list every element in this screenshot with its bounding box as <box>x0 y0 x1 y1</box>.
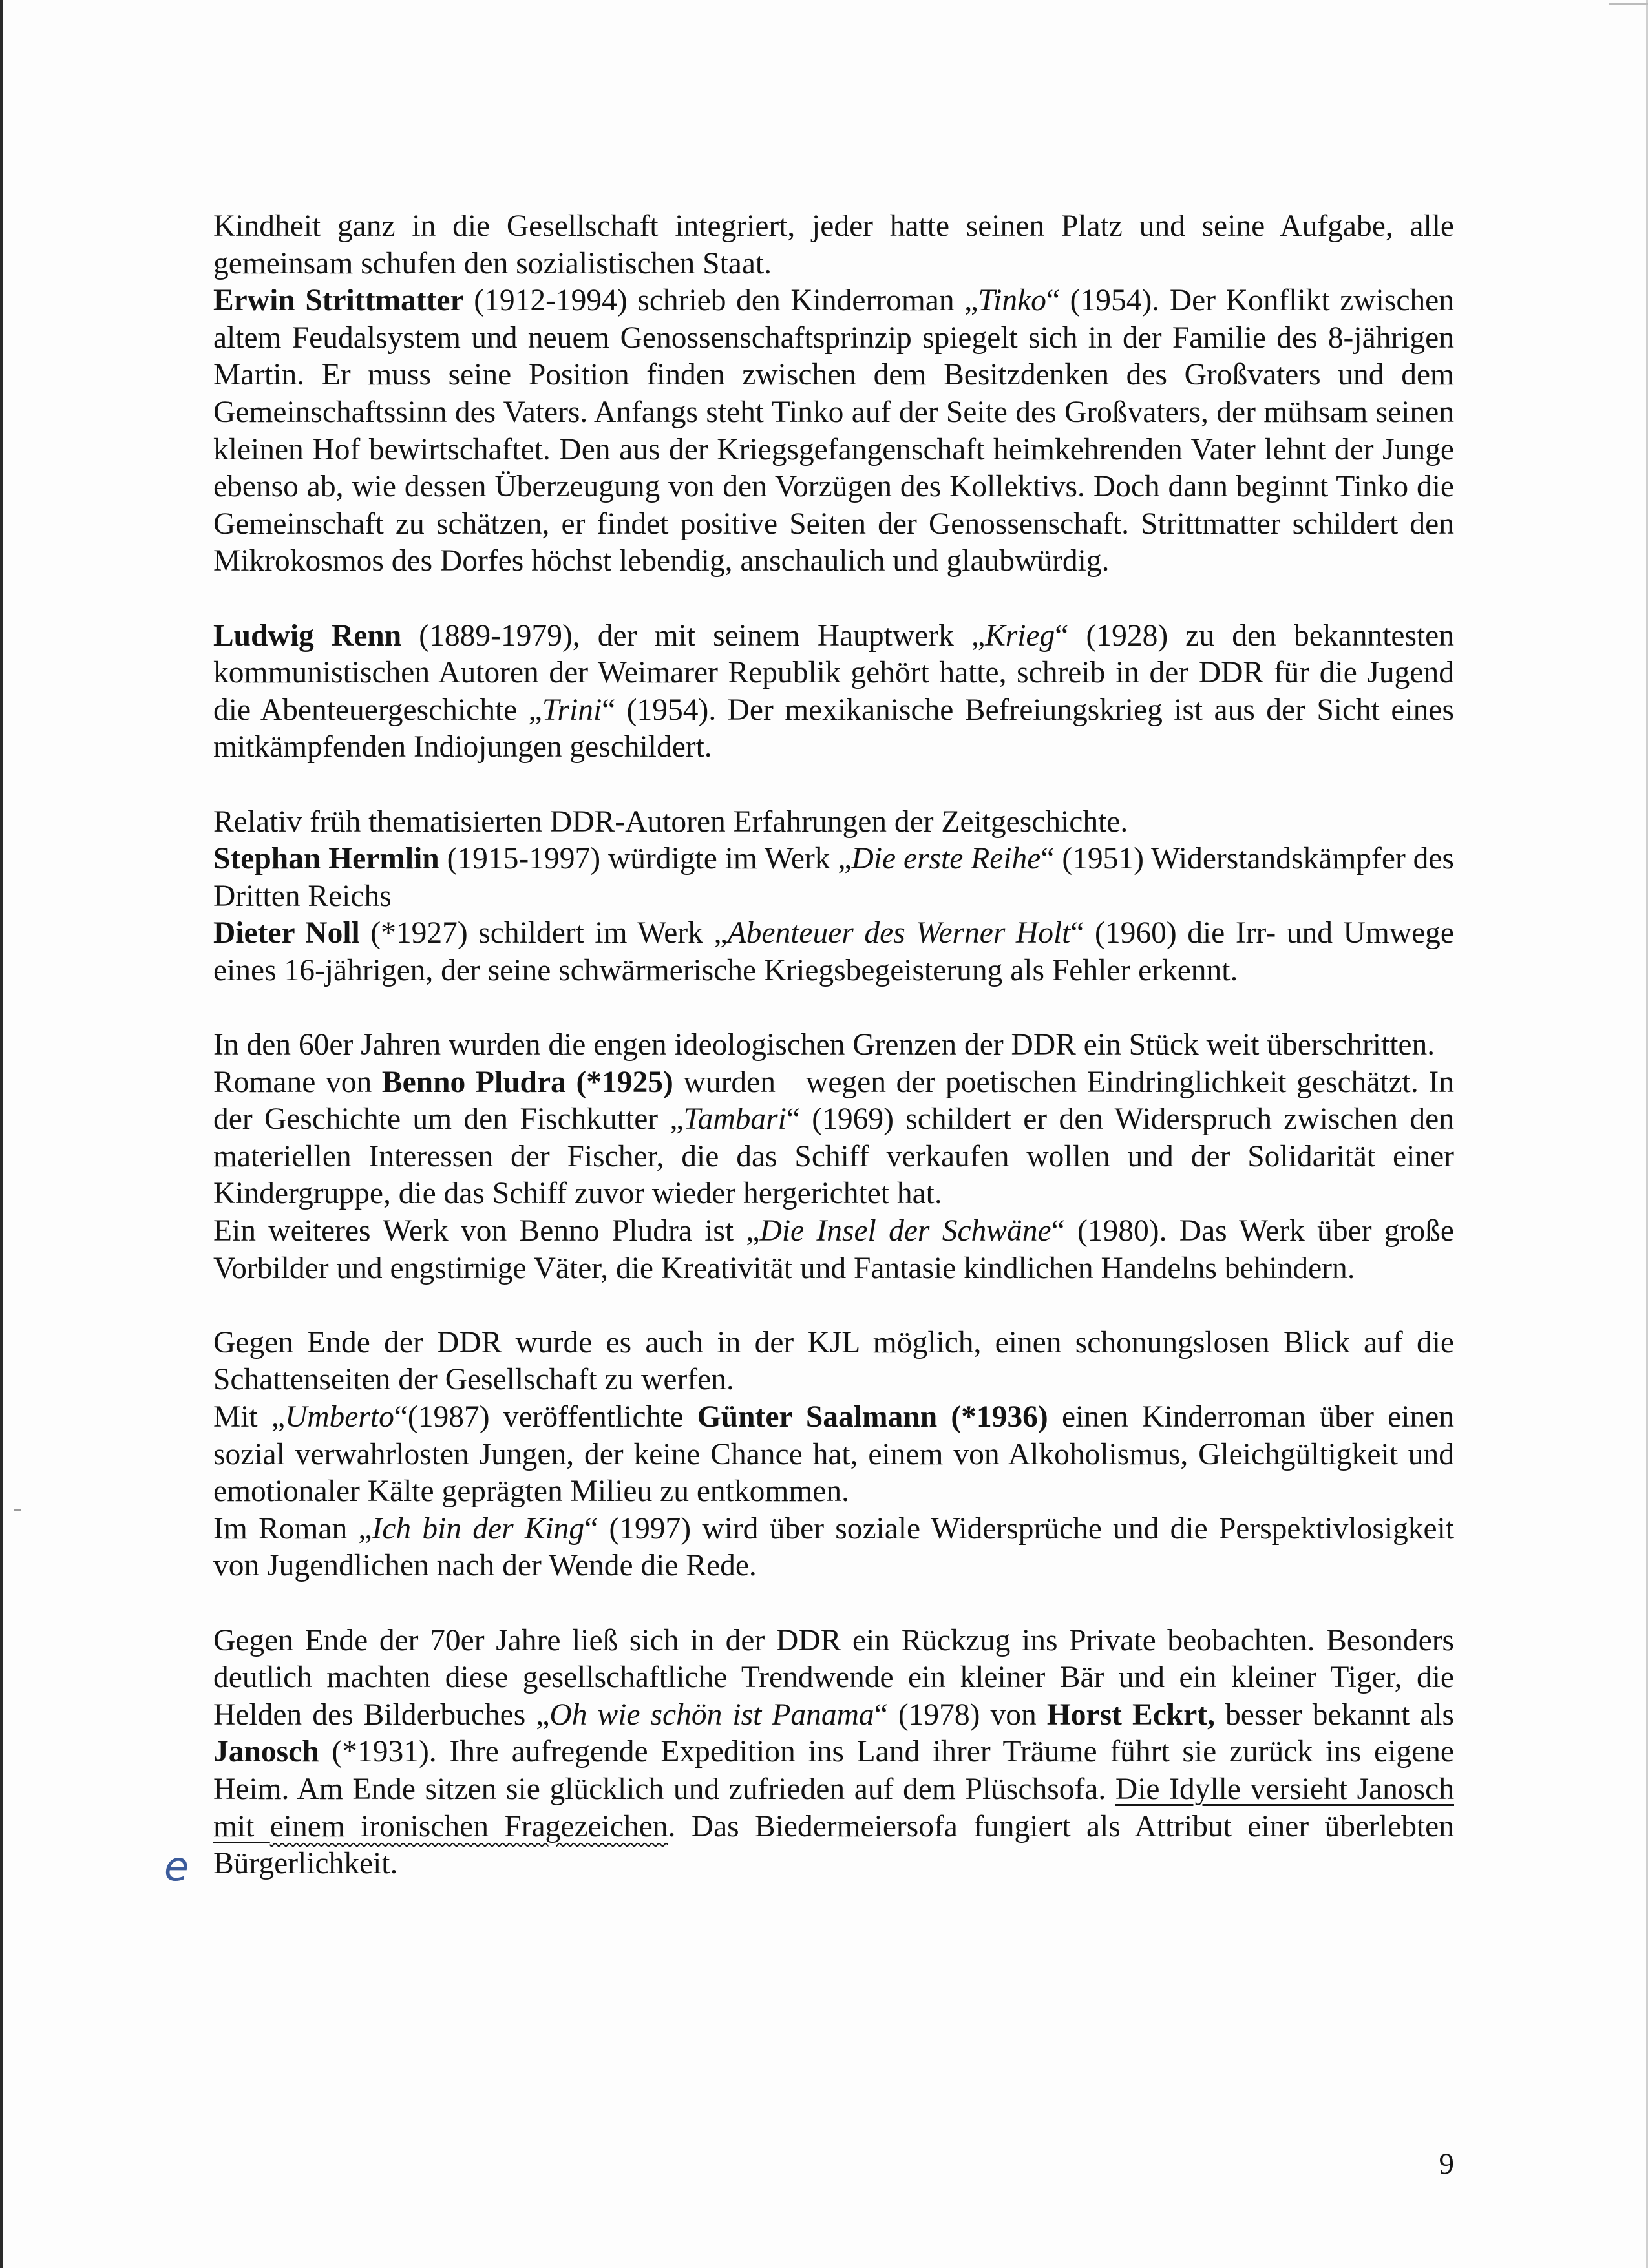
paragraph-text: “ (1969) schildert er den Widerspruch zwischen den materiellen Interessen der Fischer, die das Schiff verkaufen wollen und der Solidarität einer Kindergruppe, die das Schiff zuvor wieder hergerichtet hat. <box>213 1102 1454 1211</box>
paragraph-intro <box>213 208 1454 282</box>
paragraph-noll <box>213 915 1454 989</box>
page-number: 9 <box>1439 2147 1454 2181</box>
book-title: Abenteuer des Werner Holt <box>727 916 1071 950</box>
paragraph-text: “ (1978) von <box>874 1697 1047 1732</box>
scan-left-edge <box>0 0 3 2268</box>
author-name: Benno Pludra (*1925) <box>381 1065 673 1099</box>
book-title: Trini <box>542 693 602 727</box>
paragraph-gap <box>213 766 1454 804</box>
scan-corner-mark <box>1609 3 1648 5</box>
paragraph-gap <box>213 1585 1454 1622</box>
paragraph-text: Mit „ <box>213 1400 285 1434</box>
paragraph-hermlin <box>213 841 1454 915</box>
paragraph-saalmann <box>213 1399 1454 1511</box>
paragraph-janosch <box>213 1622 1454 1883</box>
paragraph-text: . Das Biedermeiersofa fungiert als Attribut einer überlebten Bürgerlichkeit. <box>213 1809 1454 1881</box>
book-title: Oh wie schön ist Panama <box>549 1697 874 1732</box>
paragraph-text: “ (1954). Der mexikanische Befreiungskrieg ist aus der Sicht eines mitkämpfenden Indiojungen geschildert. <box>213 693 1454 764</box>
book-title: Ich bin der King <box>372 1511 585 1546</box>
author-name: Horst Eckrt, <box>1046 1697 1215 1732</box>
paragraph-text: Gegen Ende der 70er Jahre ließ sich in der DDR ein Rückzug ins Private beobachten. Besonders deutlich machten diese gesellschaftliche Trendwende ein kleiner Bär und ein kleiner Tiger, die Helden des Bilderbuches „ <box>213 1623 1454 1732</box>
handwritten-correction: e <box>164 1843 189 1890</box>
paragraph-text: Gegen Ende der DDR wurde es auch in der KJL möglich, einen schonungslosen Blick auf die Schattenseiten der Gesellschaft zu werfen. <box>213 1325 1454 1397</box>
paragraph-text: wurden wegen der poetischen Eindringlichkeit geschätzt. In der Geschichte um den Fischkutter „ <box>213 1065 1462 1137</box>
author-name: Günter Saalmann (*1936) <box>697 1400 1048 1434</box>
paragraph-text: Romane von <box>213 1065 382 1099</box>
book-title: Umberto <box>284 1400 394 1434</box>
margin-tick <box>14 1509 21 1511</box>
body-text <box>213 208 1462 1883</box>
author-name: Ludwig Renn <box>213 618 402 653</box>
paragraph-king <box>213 1511 1454 1585</box>
paragraph-text: In den 60er Jahren wurden die engen ideologischen Grenzen der DDR ein Stück weit überschritten. <box>213 1028 1435 1062</box>
paragraph-text: (*1927) schildert im Werk „ <box>359 916 728 950</box>
paragraph-ende-ddr <box>213 1325 1454 1399</box>
paragraph-gap <box>213 989 1454 1027</box>
paragraph-text: “ (1980). Das Werk über große Vorbilder und engstirnige Väter, die Kreativität und Fantasie kindlichen Handelns behindern. <box>213 1214 1454 1285</box>
paragraph-pludra-schwaene <box>213 1213 1454 1287</box>
author-name: Dieter Noll <box>213 916 360 950</box>
book-title: Die erste Reihe <box>851 842 1041 876</box>
paragraph-text: “ (1928) zu den bekanntesten kommunistischen Autoren der Weimarer Republik gehört hatte, schreib in der DDR für die Jugend die Abenteuergeschichte „ <box>213 618 1454 727</box>
paragraph-text: einen Kinderroman über einen sozial verwahrlosten Jungen, der keine Chance hat, einem von Alkoholismus, Gleichgültigkeit und emotionaler Kälte geprägten Milieu zu entkommen. <box>213 1400 1455 1509</box>
paragraph-pludra <box>213 1064 1462 1213</box>
paragraph-text: Relativ früh thematisierten DDR-Autoren Erfahrungen der Zeitgeschichte. <box>213 804 1128 839</box>
paragraph-text: (1889-1979), der mit seinem Hauptwerk „ <box>401 618 986 653</box>
paragraph-text: “ (1960) die Irr- und Umwege eines 16-jährigen, der seine schwärmerische Kriegsbegeisterung als Fehler erkennt. <box>213 916 1454 987</box>
author-name: Janosch <box>213 1735 319 1769</box>
paragraph-text: “ (1954). Der Konflikt zwischen altem Feudalsystem und neuem Genossenschaftsprinzip spiegelt sich in der Familie des 8-jährigen Martin. Er muss seine Position finden zwischen dem Besitzdenken des Großvaters und dem Gemeinschaftssinn des Vaters. Anfangs steht Tinko auf der Seite des Großvaters, der mühsam seinen kleinen Hof bewirtschaftet. Den aus der Kriegsgefangenschaft heimkehrenden Vater lehnt der Junge ebenso ab, wie dessen Überzeugung von den Vorzügen des Kollektivs. Doch dann beginnt Tinko die Gemeinschaft zu schätzen, er findet positive Seiten der Genossenschaft. Strittmatter schildert den Mikrokosmos des Dorfes höchst lebendig, anschaulich und glaubwürdig. <box>213 284 1454 578</box>
author-name: Erwin Strittmatter <box>213 284 464 318</box>
wavy-underlined-phrase: einem ironischen Fragezeichen <box>269 1809 668 1843</box>
paragraph-renn <box>213 618 1454 766</box>
book-title: Tambari <box>683 1102 787 1137</box>
book-title: Krieg <box>985 618 1055 653</box>
author-name: Stephan Hermlin <box>213 842 439 876</box>
paragraph-text: Im Roman „ <box>213 1511 372 1546</box>
book-title: Die Insel der Schwäne <box>759 1214 1051 1248</box>
paragraph-zeitgeschichte <box>213 804 1454 841</box>
paragraph-strittmatter <box>213 282 1454 580</box>
paragraph-60er <box>213 1027 1454 1064</box>
paragraph-gap <box>213 1287 1454 1325</box>
paragraph-text: (1912-1994) schrieb den Kinderroman „ <box>463 284 978 318</box>
paragraph-gap <box>213 580 1454 618</box>
paragraph-text: Ein weiteres Werk von Benno Pludra ist „ <box>213 1214 760 1248</box>
paragraph-text: “ (1997) wird über soziale Widersprüche und die Perspektivlosigkeit von Jugendlichen nach der Wende die Rede. <box>213 1511 1455 1583</box>
book-title: Tinko <box>978 284 1046 318</box>
paragraph-text: Kindheit ganz in die Gesellschaft integriert, jeder hatte seinen Platz und seine Aufgabe, alle gemeinsam schufen den sozialistischen Staat. <box>213 209 1454 280</box>
paragraph-text: (*1931). Ihre aufregende Expedition ins Land ihrer Träume führt sie zurück ins eigene Heim. Am Ende sitzen sie glücklich und zufrieden auf dem Plüschsofa. <box>213 1735 1454 1806</box>
paragraph-text: (1915-1997) würdigte im Werk „ <box>439 842 852 876</box>
paragraph-text: “ (1951) Widerstandskämpfer des Dritten Reichs <box>213 842 1454 913</box>
paragraph-text: besser bekannt als <box>1214 1697 1454 1732</box>
underlined-phrase: Die Idylle versieht Janosch mit <box>213 1772 1454 1843</box>
paragraph-text: “(1987) veröffentlichte <box>394 1400 697 1434</box>
